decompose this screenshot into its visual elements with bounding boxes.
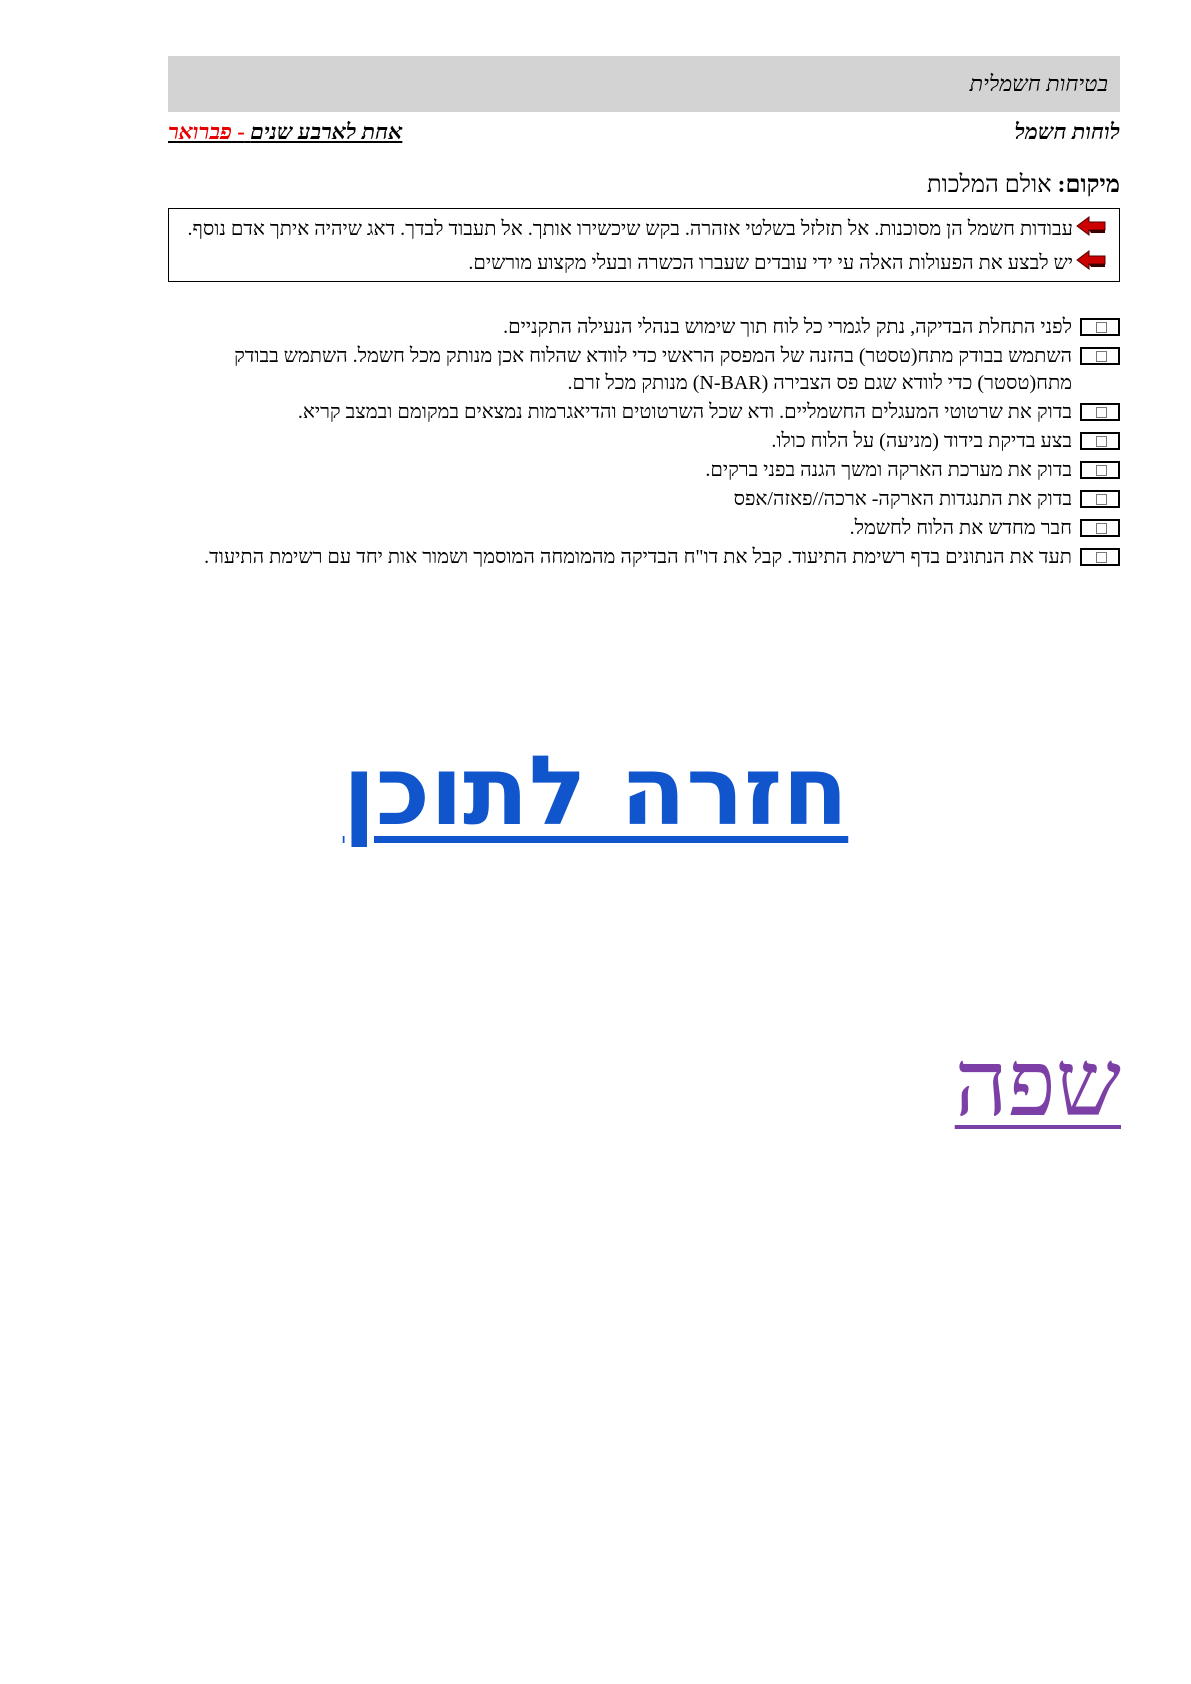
location-label: מיקום: <box>1057 172 1120 198</box>
checkbox[interactable] <box>1080 403 1120 421</box>
checklist-item <box>168 314 1120 341</box>
frequency-line <box>168 119 402 145</box>
checklist-item <box>168 343 1120 397</box>
checklist-item-text: בדוק את התנגדות הארקה- ארכה//פאזה/אפס <box>733 488 1072 510</box>
checkbox[interactable] <box>1080 318 1120 336</box>
topic-label: לוחות חשמל <box>1014 119 1120 144</box>
red-arrow-icon <box>1075 249 1107 271</box>
document-page <box>168 56 1120 591</box>
location-line <box>168 172 1120 208</box>
back-to-contents-link[interactable]: חזרה לתוכן <box>342 735 849 847</box>
checkbox[interactable] <box>1080 519 1120 537</box>
checkbox[interactable] <box>1080 347 1120 365</box>
checklist-item-text: בדוק את מערכת הארקה ומשך הגנה בפני ברקים. <box>705 459 1072 481</box>
frequency-dash: - <box>237 119 245 144</box>
checklist-item <box>168 515 1120 542</box>
warning-item <box>185 215 1109 243</box>
checklist-item-text: חבר מחדש את הלוח לחשמל. <box>849 517 1072 539</box>
frequency-month: פברואר <box>168 119 232 144</box>
checklist-item-text: בדוק את שרטוטי המעגלים החשמליים. ודא שכל השרטוטים והדיאגרמות נמצאים במקומם ובמצב קריא. <box>297 401 1072 423</box>
checklist-item <box>168 428 1120 455</box>
language-link[interactable]: שפה <box>954 1030 1121 1137</box>
header-band <box>168 56 1120 112</box>
checklist-item-text: השתמש בבודק מתח(טסטר) בהזנה של המפסק הראשי כדי לוודא שהלוח אכן מנותק מכל חשמל. השתמש בבודק מתח(טסטר) כדי לוודא שגם פס הצבירה (N-BAR) מנותק מכל זרם. <box>234 345 1072 394</box>
checkbox[interactable] <box>1080 461 1120 479</box>
checkbox[interactable] <box>1080 432 1120 450</box>
location-value: אולם המלכות <box>927 172 1052 198</box>
checklist-item <box>168 457 1120 484</box>
checkbox[interactable] <box>1080 548 1120 566</box>
back-to-contents-container <box>0 735 1191 847</box>
checklist-item-text: תעד את הנתונים בדף רשימת התיעוד. קבל את דו"ח הבדיקה מהמומחה המוסמך ושמור אות יחד עם רשימת התיעוד. <box>204 546 1072 568</box>
red-arrow-icon <box>1075 215 1107 237</box>
checklist-item <box>168 486 1120 513</box>
checklist-item-text: לפני התחלת הבדיקה, נתק לגמרי כל לוח תוך שימוש בנהלי הנעילה התקניים. <box>503 316 1072 338</box>
checklist-item <box>168 544 1120 571</box>
checklist-item-text: בצע בדיקת בידוד (מניעה) על הלוח כולו. <box>771 430 1072 452</box>
frequency-text: אחת לארבע שנים <box>250 119 403 144</box>
page-title: בטיחות חשמלית <box>969 71 1108 96</box>
inspection-checklist <box>168 314 1120 571</box>
language-link-container <box>955 1030 1121 1137</box>
warning-text: יש לבצע את הפעולות האלה עי ידי עובדים שעברו הכשרה ובעלי מקצוע מורשים. <box>468 252 1073 274</box>
checkbox[interactable] <box>1080 490 1120 508</box>
subheader <box>168 114 1120 150</box>
warning-item <box>185 249 1109 277</box>
checklist-item <box>168 399 1120 426</box>
warning-box <box>168 208 1120 282</box>
warning-text: עבודות חשמל הן מסוכנות. אל תזלזל בשלטי אזהרה. בקש שיכשירו אותך. אל תעבוד לבדך. דאג שיהיה איתך אדם נוסף. <box>187 218 1073 240</box>
